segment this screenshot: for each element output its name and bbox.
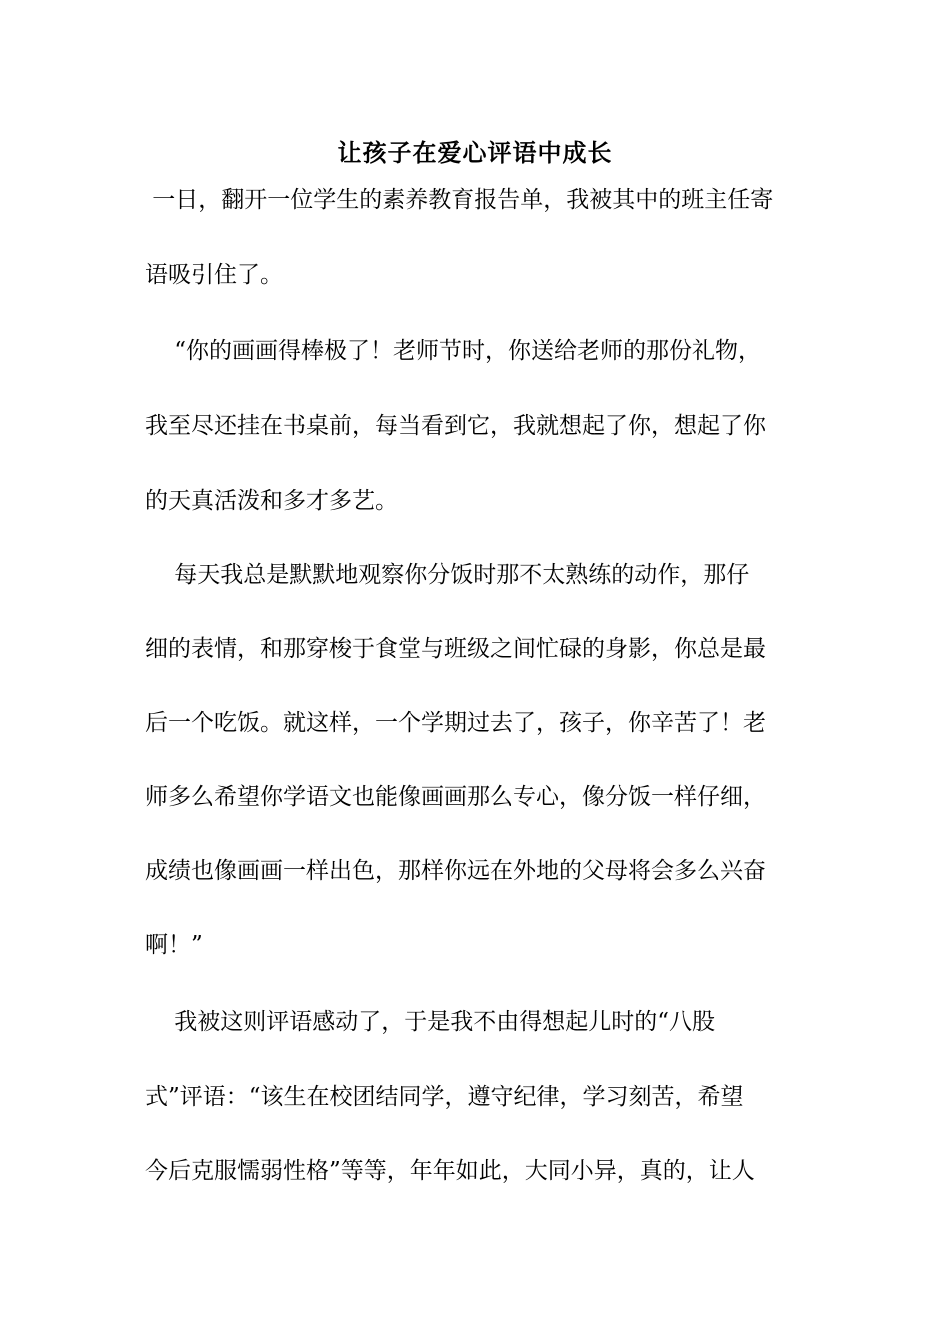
text-line-2: 语吸引住了。	[145, 262, 283, 288]
text-line-10: 成绩也像画画一样出色，那样你远在外地的父母将会多么兴奋	[145, 858, 766, 884]
text-line-6: 每天我总是默默地观察你分饭时那不太熟练的动作，那仔	[145, 562, 750, 588]
document-title: 让孩子在爱心评语中成长	[337, 139, 613, 167]
text-line-1: 一日，翻开一位学生的素养教育报告单，我被其中的班主任寄	[145, 187, 774, 213]
text-line-4: 我至尽还挂在书桌前，每当看到它，我就想起了你，想起了你	[145, 413, 766, 439]
text-line-5: 的天真活泼和多才多艺。	[145, 488, 398, 514]
text-line-11: 啊！”	[145, 932, 203, 958]
text-line-13: 式”评语：“该生在校团结同学，遵守纪律，学习刻苦，希望	[145, 1084, 744, 1110]
text-line-9: 师多么希望你学语文也能像画画那么专心，像分饭一样仔细，	[145, 784, 766, 810]
text-line-8: 后一个吃饭。就这样，一个学期过去了，孩子，你辛苦了！老	[145, 710, 766, 736]
text-line-7: 细的表情，和那穿梭于食堂与班级之间忙碌的身影，你总是最	[145, 636, 766, 662]
text-line-12: 我被这则评语感动了，于是我不由得想起儿时的“八股	[145, 1009, 716, 1035]
text-line-3: “你的画画得棒极了！老师节时，你送给老师的那份礼物，	[145, 338, 762, 364]
text-line-14: 今后克服懦弱性格”等等，年年如此，大同小异，真的，让人	[145, 1158, 755, 1184]
